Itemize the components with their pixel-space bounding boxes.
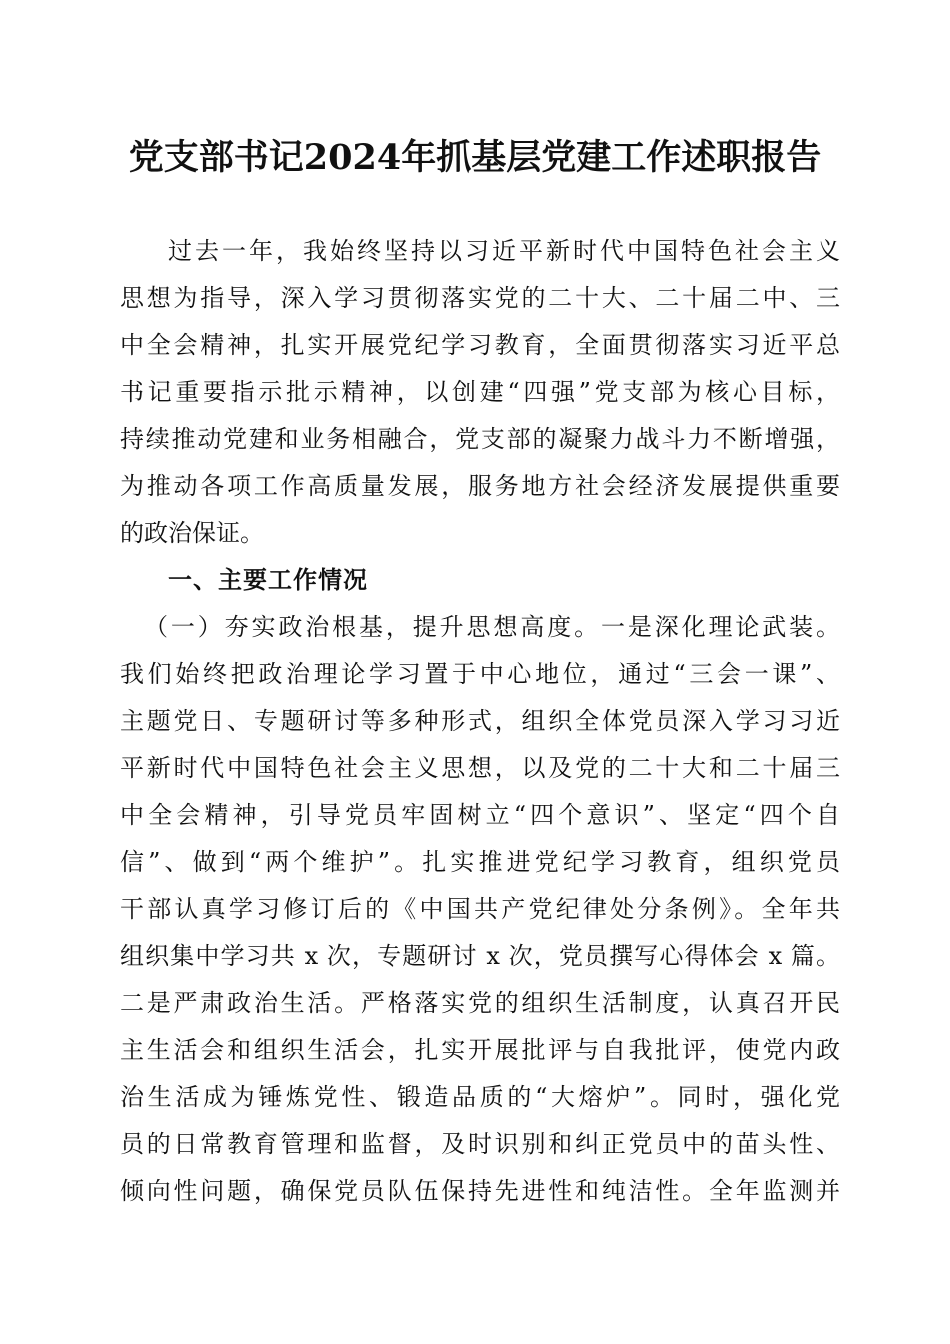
section-heading: 一、主要工作情况 [168,566,368,594]
paragraph-line: 组织集中学习共 x 次，专题研讨 x 次，党员撰写心得体会 x 篇。 [120,942,840,970]
paragraph-line: 二是严肃政治生活。严格落实党的组织生活制度，认真召开民 [120,989,840,1017]
paragraph-line: 中全会精神，引导党员牢固树立“四个意识”、坚定“四个自 [120,801,840,829]
paragraph-line: 我们始终把政治理论学习置于中心地位，通过“三会一课”、 [120,660,840,688]
paragraph-line: 信”、做到“两个维护”。扎实推进党纪学习教育，组织党员 [120,848,840,876]
paragraph-line: （一）夯实政治根基，提升思想高度。一是深化理论武装。 [144,613,840,641]
paragraph-line: 干部认真学习修订后的《中国共产党纪律处分条例》。全年共 [120,895,840,923]
paragraph-line: 为推动各项工作高质量发展，服务地方社会经济发展提供重要 [120,472,840,500]
paragraph-line: 过去一年，我始终坚持以习近平新时代中国特色社会主义 [168,237,840,265]
paragraph-line: 中全会精神，扎实开展党纪学习教育，全面贯彻落实习近平总 [120,331,840,359]
paragraph-line: 倾向性问题，确保党员队伍保持先进性和纯洁性。全年监测并 [120,1177,840,1205]
paragraph-line: 的政治保证。 [120,519,264,547]
paragraph-line: 主题党日、专题研讨等多种形式，组织全体党员深入学习习近 [120,707,840,735]
document-title: 党支部书记2024年抓基层党建工作述职报告 [128,137,822,178]
paragraph-line: 平新时代中国特色社会主义思想，以及党的二十大和二十届三 [120,754,840,782]
paragraph-line: 思想为指导，深入学习贯彻落实党的二十大、二十届二中、三 [120,284,840,312]
paragraph-line: 书记重要指示批示精神，以创建“四强”党支部为核心目标， [120,378,840,406]
paragraph-line: 持续推动党建和业务相融合，党支部的凝聚力战斗力不断增强， [120,425,840,453]
document-body [120,228,840,1215]
paragraph-line: 治生活成为锤炼党性、锻造品质的“大熔炉”。同时，强化党 [120,1083,840,1111]
paragraph-line: 员的日常教育管理和监督，及时识别和纠正党员中的苗头性、 [120,1130,840,1158]
paragraph-line: 主生活会和组织生活会，扎实开展批评与自我批评，使党内政 [120,1036,840,1064]
